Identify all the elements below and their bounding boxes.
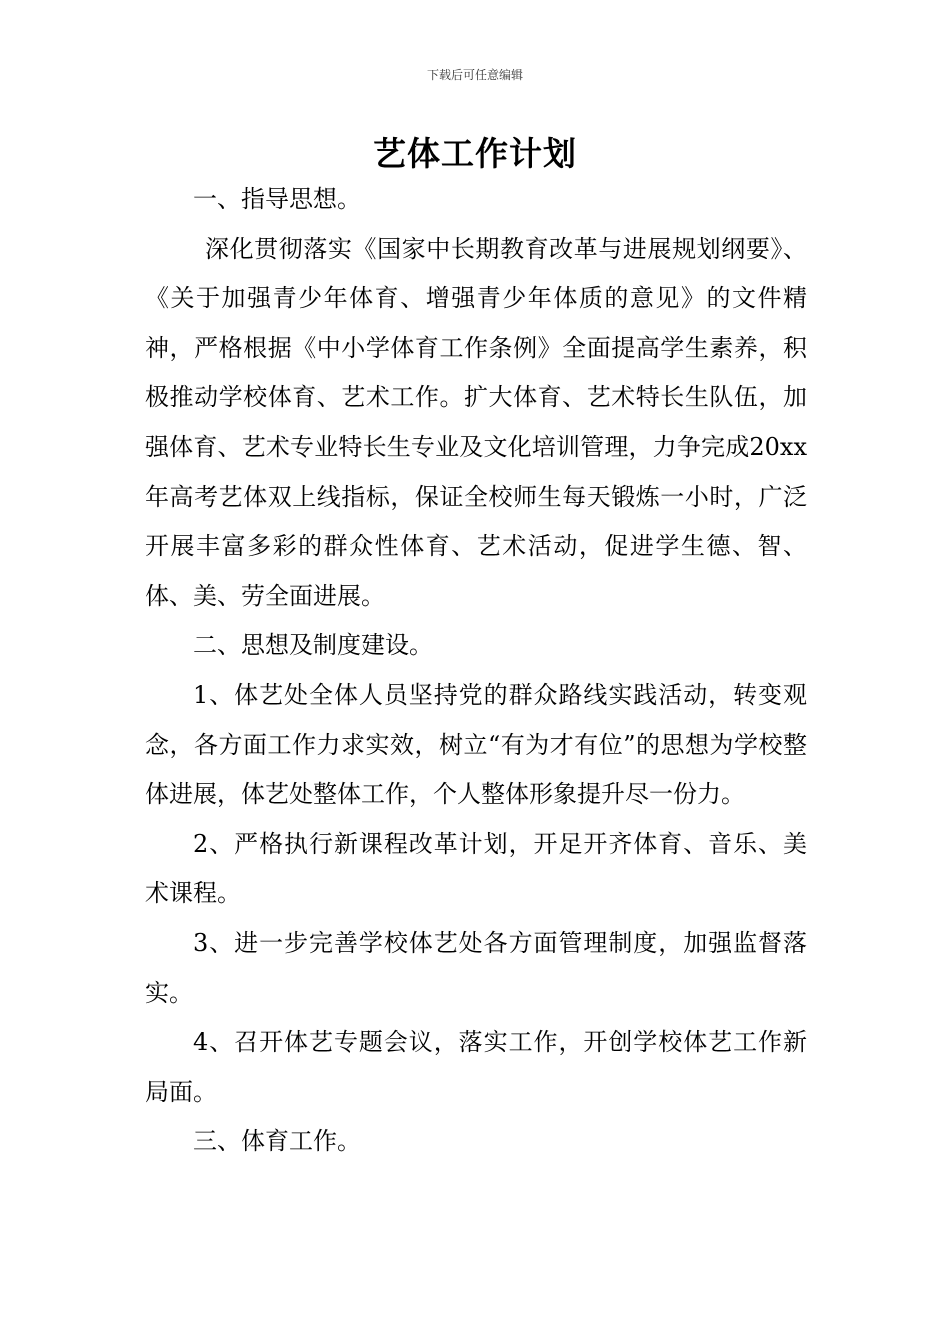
list-item-1: 1、体艺处全体人员坚持党的群众路线实践活动，转变观念，各方面工作力求实效，树立“有为才有位”的思想为学校整体进展，体艺处整体工作，个人整体形象提升尽一份力。 <box>145 680 807 809</box>
paragraph-guiding-ideology: 深化贯彻落实《国家中长期教育改革与进展规划纲要》、《关于加强青少年体育、增强青少年体质的意见》的文件精神，严格根据《中小学体育工作条例》全面提高学生素养，积极推动学校体育、艺术工作。扩大体育、艺术特长生队伍，加强体育、艺术专业特长生专业及文化培训管理，力争完成20xx年高考艺体双上线指标，保证全校师生每天锻炼一小时，广泛开展丰富多彩的群众性体育、艺术活动，促进学生德、智、体、美、劳全面进展。 <box>145 234 807 610</box>
list-item-2: 2、严格执行新课程改革计划，开足开齐体育、音乐、美术课程。 <box>145 829 807 908</box>
section-heading-sports-work: 三、体育工作。 <box>193 1127 361 1156</box>
document-title: 艺体工作计划 <box>373 134 577 173</box>
document-body <box>145 175 807 1167</box>
section-heading-guiding-ideology: 一、指导思想。 <box>193 185 361 213</box>
list-item-4: 4、召开体艺专题会议，落实工作，开创学校体艺工作新局面。 <box>145 1028 807 1106</box>
section-heading-system-building: 二、思想及制度建设。 <box>193 631 433 660</box>
list-item-3: 3、进一步完善学校体艺处各方面管理制度，加强监督落实。 <box>145 928 807 1007</box>
header-note: 下载后可任意编辑 <box>426 68 523 82</box>
